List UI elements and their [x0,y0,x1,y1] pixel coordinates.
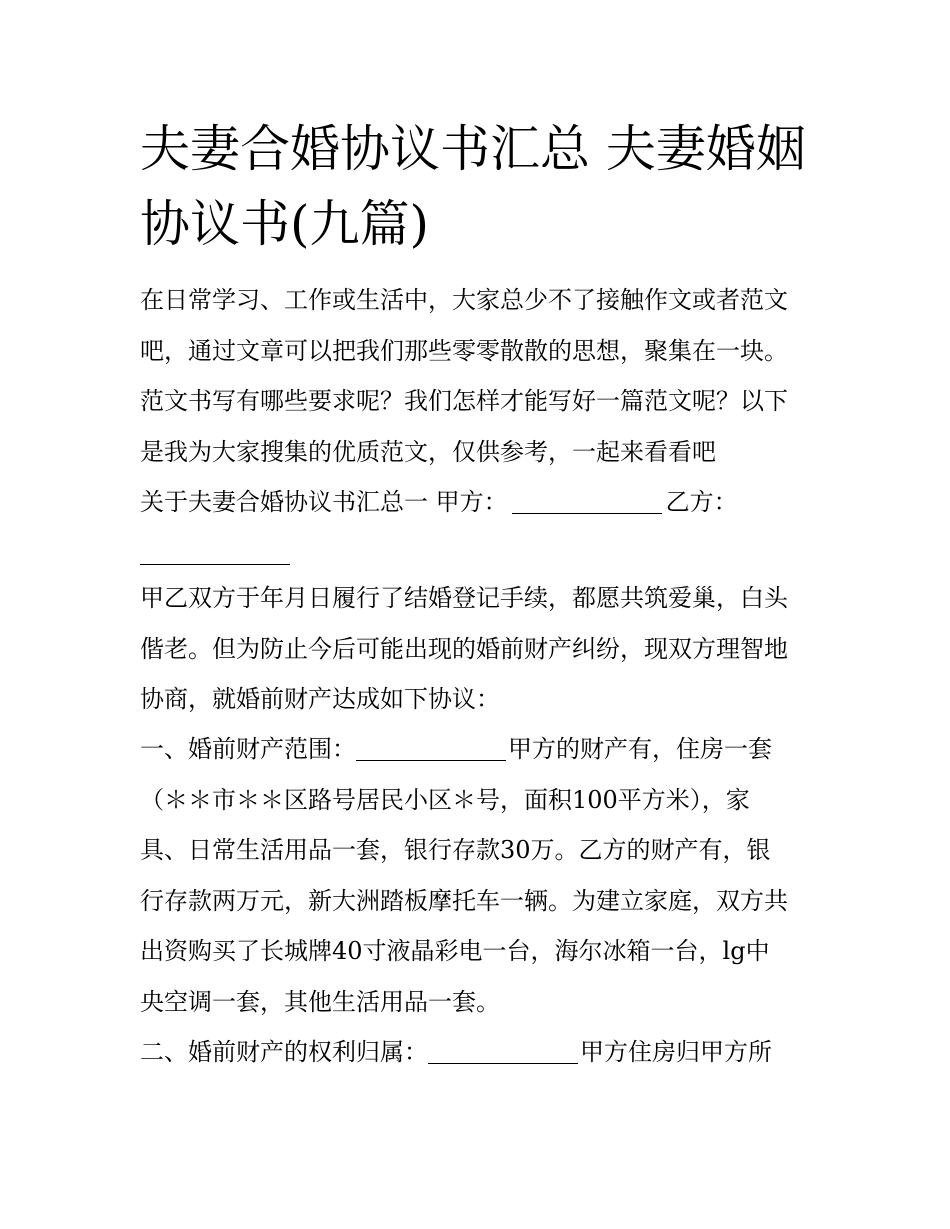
party-b-blank [140,540,290,565]
title-line-1: 夫妻合婚协议书汇总 夫妻婚姻 [140,120,806,178]
party-b-blank-line [140,528,820,579]
intro-line: 在日常学习、工作或生活中，大家总少不了接触作文或者范文 [140,286,788,314]
agreement-line: 协商，就婚前财产达成如下协议： [140,685,500,713]
section-1-line: 具、日常生活用品一套，银行存款30万。乙方的财产有，银 [140,836,771,864]
intro-paragraph [140,275,820,477]
section-1-heading: 一、婚前财产范围： [140,735,356,763]
section-1 [140,724,820,1027]
party-heading [140,477,820,578]
party-heading-line [140,477,820,528]
title-line-2: 协议书(九篇) [140,195,430,253]
section-1-line: 出资购买了长城牌40寸液晶彩电一台，海尔冰箱一台，lg中 [140,937,770,965]
section-1-first-line [140,724,820,775]
section-1-line: 行存款两万元，新大洲踏板摩托车一辆。为建立家庭，双方共 [140,886,788,915]
intro-line: 范文书写有哪些要求呢？我们怎样才能写好一篇范文呢？以下 [140,387,788,415]
section-2-blank [428,1039,578,1064]
section-1-first-text: 甲方的财产有，住房一套 [508,735,772,763]
document-title [140,112,840,262]
section-1-line: （＊＊市＊＊区路号居民小区＊号，面积100平方米），家 [140,785,750,814]
intro-line: 是我为大家搜集的优质范文，仅供参考，一起来看看吧 [140,437,716,466]
party-a-label: 关于夫妻合婚协议书汇总一 甲方： [140,488,508,516]
agreement-line: 偕老。但为防止今后可能出现的婚前财产纠纷，现双方理智地 [140,634,788,663]
party-b-label: 乙方： [665,488,738,516]
section-2-heading: 二、婚前财产的权利归属： [140,1038,428,1066]
section-2-first-line [140,1027,820,1078]
party-a-blank [512,489,662,514]
section-2-first-text: 甲方住房归甲方所 [580,1038,772,1066]
section-1-blank [356,736,506,761]
section-1-line: 央空调一套，其他生活用品一套。 [140,987,500,1016]
agreement-paragraph [140,573,820,725]
section-2 [140,1027,820,1078]
agreement-line: 甲乙双方于年月日履行了结婚登记手续，都愿共筑爱巢，白头 [140,584,788,612]
intro-line: 吧，通过文章可以把我们那些零零散散的思想，聚集在一块。 [140,336,788,365]
